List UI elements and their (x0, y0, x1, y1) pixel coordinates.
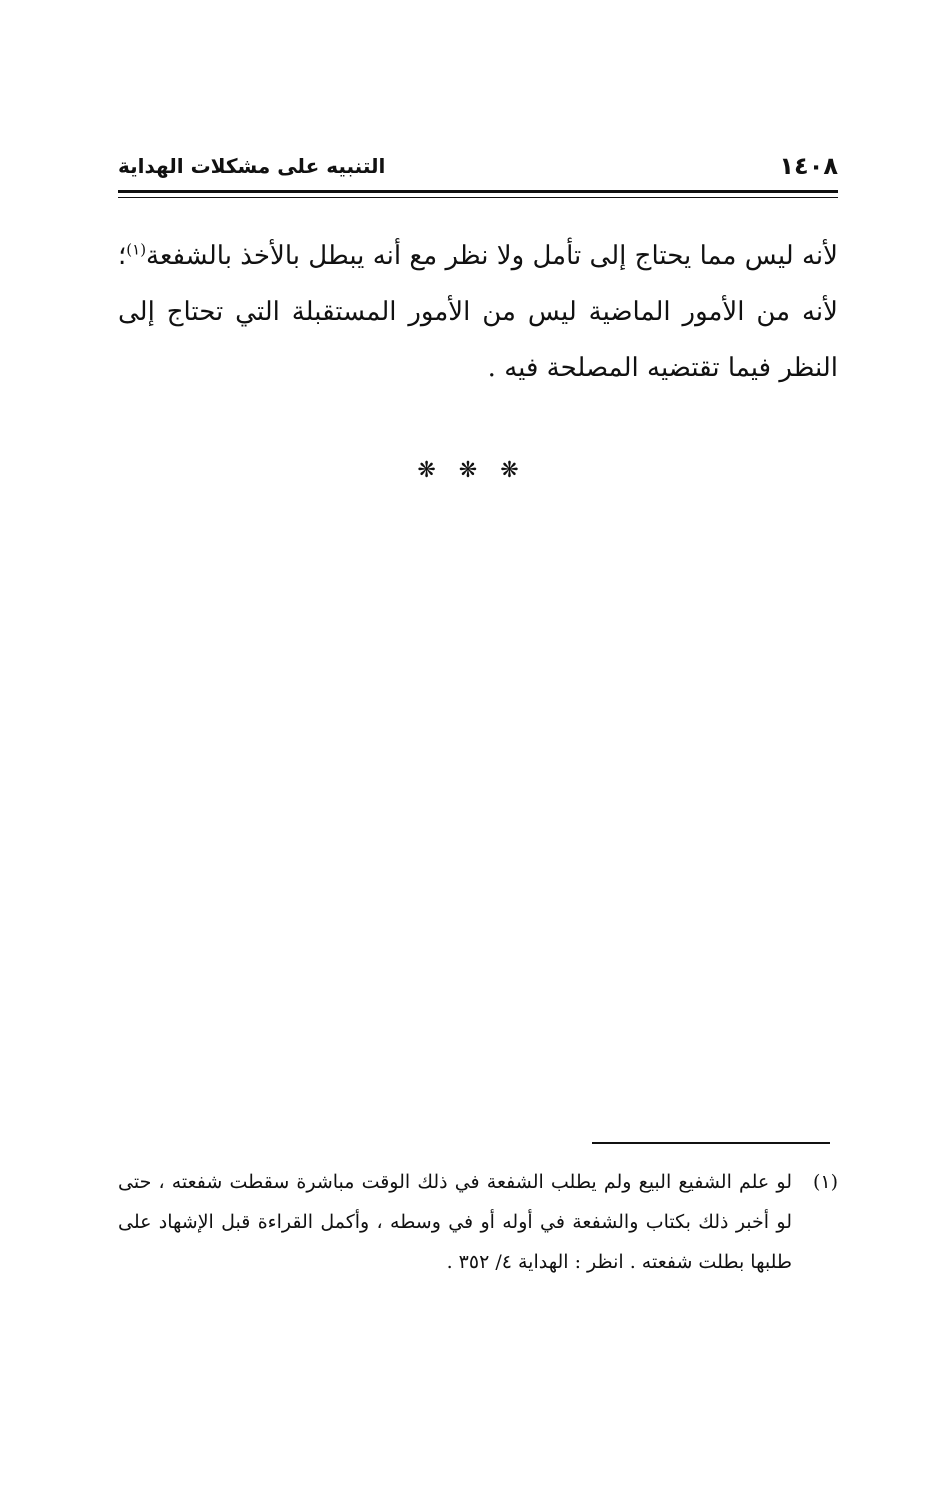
running-title: التنبيه على مشكلات الهداية (118, 154, 386, 178)
page-header (118, 148, 838, 188)
section-separator: ❋ ❋ ❋ (417, 458, 527, 483)
page-number: ١٤٠٨ (779, 152, 838, 180)
main-paragraph (118, 228, 838, 396)
header-rule-thick (118, 190, 838, 193)
footnote-rule (592, 1142, 830, 1144)
paragraph-text-part-2: ؛ لأنه من الأمور الماضية ليس من الأمور المستقبلة التي تحتاج إلى النظر فيما تقتضيه المصلحة فيه . (118, 241, 838, 383)
footnote-reference[interactable]: (١) (126, 240, 147, 259)
footnote-marker: (١) (812, 1171, 838, 1193)
footnote (118, 1162, 838, 1282)
paragraph-text-part-1: لأنه ليس مما يحتاج إلى تأمل ولا نظر مع أنه يبطل بالأخذ بالشفعة (146, 241, 838, 271)
header-rule-thin (118, 197, 838, 198)
footnote-text: لو علم الشفيع البيع ولم يطلب الشفعة في ذلك الوقت مباشرة سقطت شفعته ، حتى لو أخبر ذلك بكتاب والشفعة في أوله أو في وسطه ، وأكمل القراءة قبل الإشهاد على طلبها بطلت شفعته . انظر : الهداية ٤/ ٣٥٢ . (118, 1171, 792, 1273)
